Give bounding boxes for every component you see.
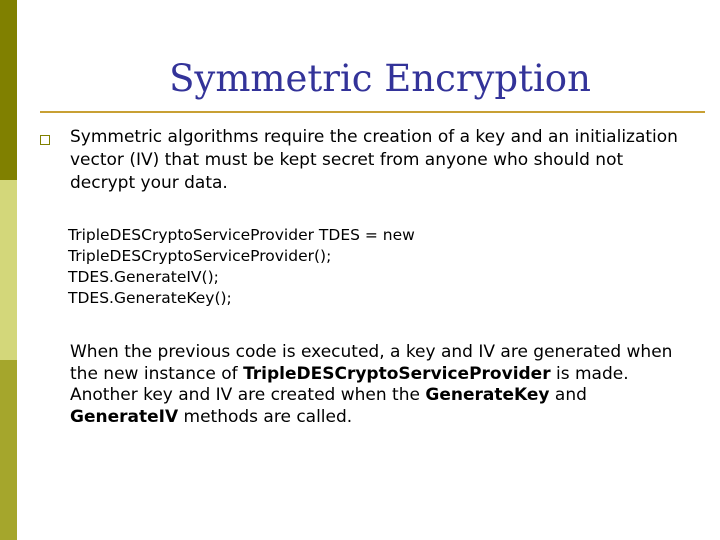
description-text: When the previous code is executed, a key and IV are generated when the new instance of: [70, 342, 673, 384]
code-line: TripleDESCryptoServiceProvider();: [68, 247, 332, 265]
description-paragraph: [70, 342, 690, 428]
description-text: is made. Another key and IV are created when the: [70, 363, 629, 405]
description-text: methods are called.: [178, 406, 353, 427]
code-line: TDES.GenerateKey();: [68, 289, 232, 307]
method-key-emphasis: GenerateKey: [425, 385, 550, 405]
strip-segment-dark: [0, 0, 17, 180]
description-text: and: [549, 385, 587, 405]
strip-segment-light: [0, 180, 17, 360]
bullet-text: Symmetric algorithms require the creation of a key and an initialization vector (IV) that must be kept secret from anyone who should not decrypt your data.: [70, 127, 678, 193]
slide-title: Symmetric Encryption: [169, 57, 591, 100]
class-name-emphasis: TripleDESCryptoServiceProvider: [243, 363, 551, 384]
title-underline: [40, 111, 705, 113]
code-line: TDES.GenerateIV();: [68, 268, 219, 286]
strip-segment-mid: [0, 360, 17, 540]
code-block: [68, 225, 688, 309]
left-accent-strip: [0, 0, 17, 540]
hollow-square-bullet-icon: [40, 135, 50, 145]
code-line: TripleDESCryptoServiceProvider TDES = new: [68, 226, 415, 244]
method-iv-emphasis: GenerateIV: [70, 406, 179, 427]
